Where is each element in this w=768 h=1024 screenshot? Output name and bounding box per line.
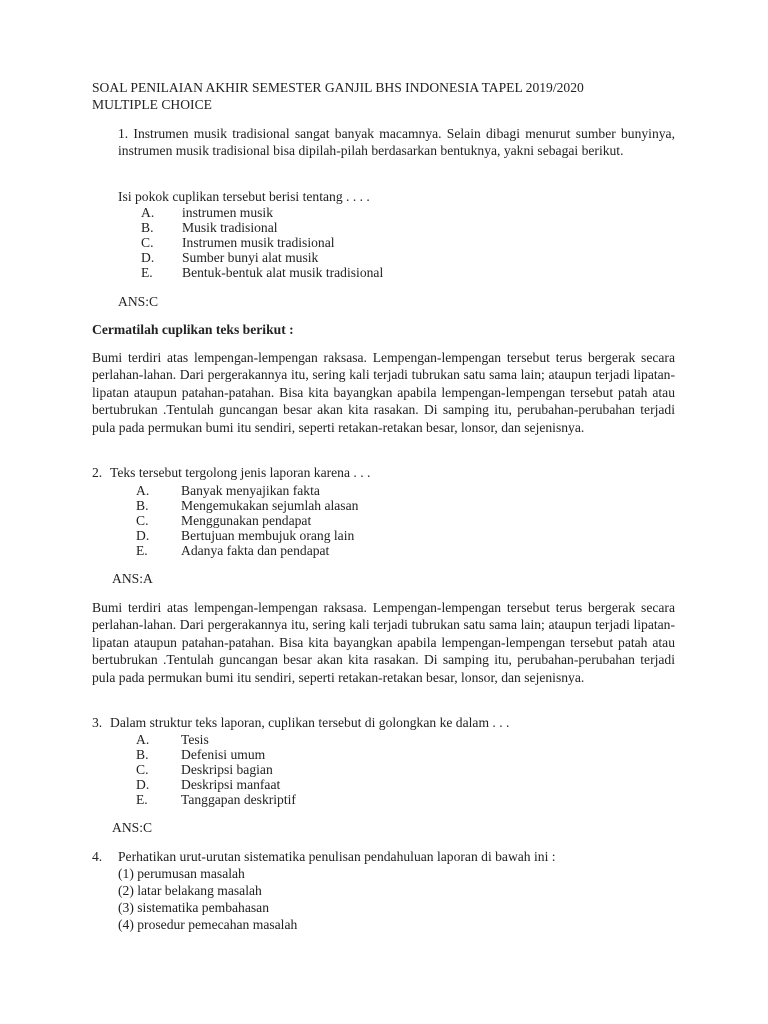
option-text: Adanya fakta dan pendapat: [181, 543, 330, 558]
exam-subtitle: MULTIPLE CHOICE: [92, 97, 212, 112]
option-text: Instrumen musik tradisional: [182, 235, 335, 250]
q1-answer: ANS:C: [118, 294, 159, 309]
q1-text: 1. Instrumen musik tradisional sangat banyak macamnya. Selain dibagi menurut sumber bunyinya, instrumen musik tradisional bisa dipilah-pilah berdasarkan bentuknya, yakni sebagai berikut.: [118, 126, 675, 159]
option-text: Mengemukakan sejumlah alasan: [181, 498, 359, 513]
option-text: Musik tradisional: [182, 220, 278, 235]
exam-title: SOAL PENILAIAN AKHIR SEMESTER GANJIL BHS INDONESIA TAPEL 2019/2020: [92, 80, 584, 95]
option-text: Menggunakan pendapat: [181, 513, 312, 528]
q3-number: 3.: [92, 715, 103, 730]
option-letter: D.: [141, 250, 155, 265]
q1-question: Isi pokok cuplikan tersebut berisi tentang . . . .: [118, 189, 370, 204]
option-letter: E.: [136, 543, 148, 558]
option-letter: B.: [136, 498, 149, 513]
option-text: Bentuk-bentuk alat musik tradisional: [182, 265, 384, 280]
q4-item: (3) sistematika pembahasan: [118, 900, 269, 915]
option-text: Deskripsi manfaat: [181, 777, 281, 792]
option-text: instrumen musik: [182, 205, 274, 220]
option-letter: A.: [136, 483, 150, 498]
option-letter: B.: [141, 220, 154, 235]
option-letter: E.: [136, 792, 148, 807]
option-letter: E.: [141, 265, 153, 280]
option-text: Defenisi umum: [181, 747, 266, 762]
q2-number: 2.: [92, 465, 103, 480]
option-letter: A.: [136, 732, 150, 747]
option-letter: C.: [136, 762, 149, 777]
option-letter: B.: [136, 747, 149, 762]
passage-2: Bumi terdiri atas lempengan-lempengan raksasa. Lempengan-lempengan tersebut terus bergerak secara perlahan-lahan. Dari pergerakannya itu, sering kali terjadi tubrukan satu sama lain; ataupun terjadi lipatan-lipatan ataupun patahan-patahan. Bisa kita bayangkan apabila lempengan-lempengan tersebut patah atau bertubrukan .Tentulah guncangan besar akan kita rasakan. Di samping itu, perubahan-perubahan terjadi pula pada permukan bumi itu sendiri, seperti retakan-retakan besar, lonsor, dan sejenisnya.: [92, 600, 675, 685]
option-letter: D.: [136, 777, 150, 792]
q4-item: (1) perumusan masalah: [118, 866, 245, 881]
q4-item: (4) prosedur pemecahan masalah: [118, 917, 298, 932]
option-letter: D.: [136, 528, 150, 543]
q2-question: Teks tersebut tergolong jenis laporan karena . . .: [110, 465, 371, 480]
q2-answer: ANS:A: [112, 571, 153, 586]
q4-item: (2) latar belakang masalah: [118, 883, 262, 898]
option-letter: C.: [136, 513, 149, 528]
option-text: Deskripsi bagian: [181, 762, 273, 777]
passage-1: Bumi terdiri atas lempengan-lempengan raksasa. Lempengan-lempengan tersebut terus bergerak secara perlahan-lahan. Dari pergerakannya itu, sering kali terjadi tubrukan satu sama lain; ataupun terjadi lipatan-lipatan ataupun patahan-patahan. Bisa kita bayangkan apabila lempengan-lempengan tersebut patah atau bertubrukan .Tentulah guncangan besar akan kita rasakan. Di samping itu, perubahan-perubahan terjadi pula pada permukan bumi itu sendiri, seperti retakan-retakan besar, lonsor, dan sejenisnya.: [92, 350, 675, 435]
q3-question: Dalam struktur teks laporan, cuplikan tersebut di golongkan ke dalam . . .: [110, 715, 510, 730]
q3-answer: ANS:C: [112, 820, 153, 835]
option-text: Banyak menyajikan fakta: [181, 483, 320, 498]
option-text: Sumber bunyi alat musik: [182, 250, 319, 265]
passage-instruction: Cermatilah cuplikan teks berikut :: [92, 322, 294, 337]
q4-question: Perhatikan urut-urutan sistematika penulisan pendahuluan laporan di bawah ini :: [118, 849, 556, 864]
option-text: Tanggapan deskriptif: [181, 792, 296, 807]
option-text: Tesis: [181, 732, 209, 747]
q4-number: 4.: [92, 849, 103, 864]
option-text: Bertujuan membujuk orang lain: [181, 528, 355, 543]
option-letter: A.: [141, 205, 155, 220]
option-letter: C.: [141, 235, 154, 250]
